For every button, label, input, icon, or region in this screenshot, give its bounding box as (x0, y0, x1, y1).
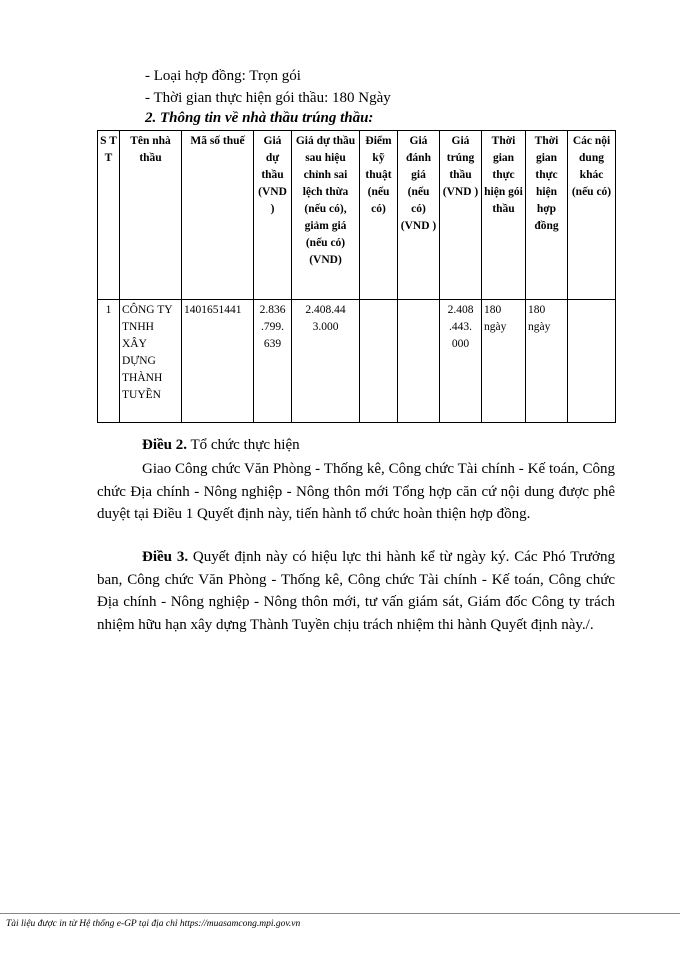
article-2-label: Điều 2. (142, 437, 187, 453)
cell-other (568, 300, 616, 423)
table-header-row (98, 131, 616, 300)
cell-win-price: 2.408 .443. 000 (440, 300, 482, 423)
header-stt: S T T (98, 131, 120, 300)
article-2-title: Tổ chức thực hiện (187, 437, 300, 453)
footer-divider (0, 913, 680, 914)
footer-source-note: Tài liệu được in từ Hệ thống e-GP tại địa chỉ https://muasamcong.mpi.gov.vn (6, 919, 301, 929)
cell-corrected-price: 2.408.44 3.000 (292, 300, 360, 423)
article-2-heading (97, 434, 615, 457)
article-3 (97, 546, 615, 636)
table-row (98, 300, 616, 423)
article-3-label: Điều 3. (142, 549, 189, 565)
header-other: Các nội dung khác (nếu có) (568, 131, 616, 300)
winning-bidder-table (97, 130, 616, 423)
cell-tax-code: 1401651441 (182, 300, 254, 423)
header-tech-score: Điểm kỹ thuật (nếu có) (360, 131, 398, 300)
contract-type-line: - Loại hợp đồng: Trọn gói (145, 68, 301, 84)
cell-bid-price: 2.836 .799. 639 (254, 300, 292, 423)
cell-tech-score (360, 300, 398, 423)
header-tax-code: Mã số thuế (182, 131, 254, 300)
header-corrected-price: Giá dự thầu sau hiệu chỉnh sai lệch thừa (nếu có), giảm giá (nếu có) (VND) (292, 131, 360, 300)
article-3-body: Quyết định này có hiệu lực thi hành kể từ ngày ký. Các Phó Trưởng ban, Công chức Văn Phòng - Thống kê, Công chức Tài chính - Kế toán, Công chức Địa chính - Nông nghiệp - Nông thôn mới, tư vấn giám sát, Giám đốc Công ty trách nhiệm hữu hạn xây dựng Thành Tuyền chịu trách nhiệm thi hành Quyết định này./. (97, 549, 615, 633)
cell-contract-time: 180 ngày (526, 300, 568, 423)
cell-eval-price (398, 300, 440, 423)
header-contract-time: Thời gian thực hiện hợp đồng (526, 131, 568, 300)
header-eval-price: Giá đánh giá (nếu có) (VND ) (398, 131, 440, 300)
header-exec-time: Thời gian thực hiện gói thầu (482, 131, 526, 300)
duration-line: - Thời gian thực hiện gói thầu: 180 Ngày (145, 90, 391, 106)
section-2-heading: 2. Thông tin về nhà thầu trúng thầu: (145, 110, 374, 126)
cell-exec-time: 180 ngày (482, 300, 526, 423)
cell-contractor: CÔNG TY TNHH XÂY DỰNG THÀNH TUYỀN (120, 300, 182, 423)
article-2-body: Giao Công chức Văn Phòng - Thống kê, Công chức Tài chính - Kế toán, Công chức Địa chính - Nông nghiệp - Nông thôn mới Tổng hợp căn cứ nội dung được phê duyệt tại Điều 1 Quyết định này, tiến hành tổ chức hoàn thiện hợp đồng. (97, 461, 615, 522)
cell-stt: 1 (98, 300, 120, 423)
header-contractor: Tên nhà thầu (120, 131, 182, 300)
header-bid-price: Giá dự thầu (VND ) (254, 131, 292, 300)
header-win-price: Giá trúng thầu (VND ) (440, 131, 482, 300)
